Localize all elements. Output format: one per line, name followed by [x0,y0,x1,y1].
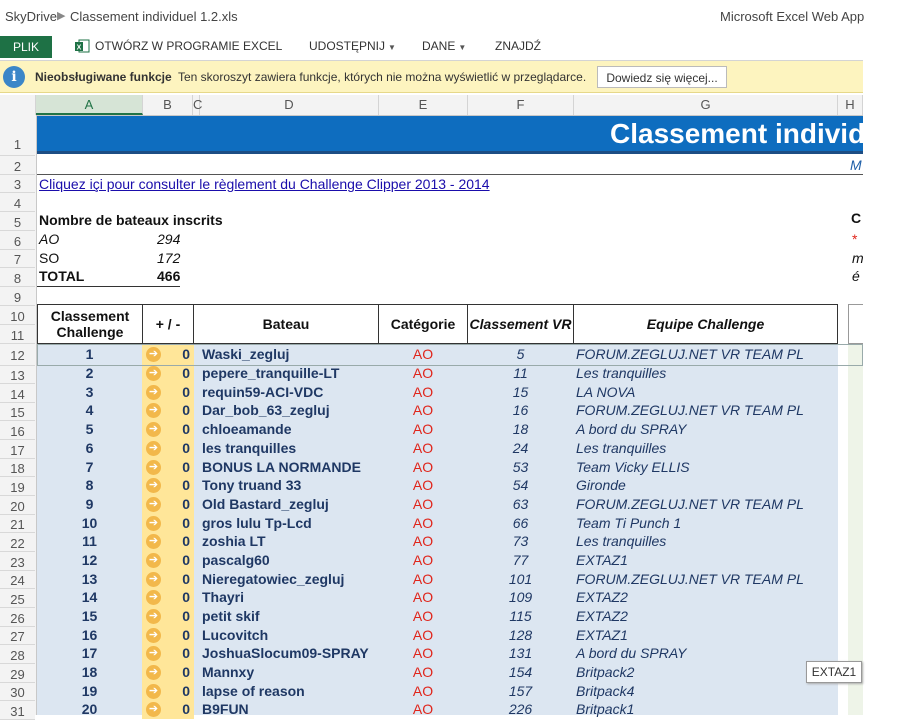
cut-off-text: é [852,268,860,284]
boat-cell: B9FUN [202,701,249,717]
header-category: Catégorie [378,304,468,344]
stat-total-label: TOTAL [39,268,85,284]
category-cell: AO [412,683,434,699]
select-all-corner[interactable] [0,95,36,115]
table-row[interactable] [37,476,838,495]
table-row[interactable] [37,514,838,533]
table-row[interactable] [37,644,838,663]
boat-cell: Tony truand 33 [202,477,302,493]
rank-cell: 8 [85,477,94,493]
change-cell [142,476,194,495]
stat-so-value: 172 [157,250,181,266]
row-header[interactable]: 27 [0,627,35,645]
vr-rank-cell: 16 [512,402,529,418]
boat-cell: Lucovitch [202,627,269,643]
team-cell: LA NOVA [576,384,636,400]
arrow-right-icon: ➔ [146,572,161,587]
header-team: Equipe Challenge [573,304,838,344]
data-menu-label: DANE [422,39,456,53]
rank-cell: 7 [85,459,94,475]
rank-cell: 10 [81,515,98,531]
change-cell [142,663,194,682]
change-cell [142,514,194,533]
vr-rank-cell: 101 [508,571,533,587]
boat-cell: pepere_tranquille-LT [202,365,340,381]
column-header-g[interactable]: G [574,95,838,115]
boat-cell: les tranquilles [202,440,297,456]
boat-cell: Mannxy [202,664,255,680]
boat-cell: Old Bastard_zegluj [202,496,329,512]
total-underline [37,286,180,287]
vr-rank-cell: 77 [512,552,529,568]
change-cell [142,626,194,645]
vr-rank-cell: 54 [512,477,529,493]
vr-rank-cell: 5 [516,346,525,362]
data-menu[interactable] [422,39,466,53]
share-menu[interactable] [309,39,396,53]
rank-cell: 11 [82,533,97,549]
row-header[interactable]: 23 [0,552,35,571]
change-cell [142,495,194,514]
vr-rank-cell: 109 [508,589,533,605]
arrow-right-icon: ➔ [146,347,161,362]
change-cell [142,345,194,364]
team-cell: FORUM.ZEGLUJ.NET VR TEAM PL [576,402,804,418]
team-cell: Team Ti Punch 1 [576,515,682,531]
table-row[interactable] [37,439,838,458]
table-row[interactable] [37,570,838,589]
change-cell [142,364,194,383]
team-cell: A bord du SPRAY [576,645,687,661]
row-header[interactable]: 13 [0,366,35,384]
cut-off-text: M [850,157,862,173]
arrow-right-icon: ➔ [146,460,161,475]
rank-cell: 19 [81,683,98,699]
row-header[interactable]: 26 [0,608,35,627]
change-cell [142,588,194,607]
row-header[interactable]: 1 [0,115,35,156]
change-value: 0 [182,552,190,568]
rank-cell: 15 [81,608,98,624]
row-header[interactable]: 28 [0,645,35,664]
column-header-d[interactable]: D [200,95,379,115]
change-value: 0 [182,477,190,493]
rank-cell: 5 [85,421,94,437]
table-row[interactable] [37,401,838,420]
change-cell [142,439,194,458]
boat-cell: petit skif [202,608,260,624]
change-value: 0 [182,346,190,362]
rank-cell: 3 [85,384,94,400]
chevron-down-icon: ▼ [458,43,467,52]
header-change: + / - [142,304,194,344]
row-header[interactable]: 30 [0,683,35,701]
arrow-right-icon: ➔ [146,534,161,549]
table-row[interactable] [37,495,838,514]
boat-cell: Nieregatowiec_zegluj [202,571,345,587]
row-header[interactable]: 16 [0,421,35,440]
arrow-right-icon: ➔ [146,702,161,717]
vr-rank-cell: 128 [508,627,533,643]
category-cell: AO [412,589,434,605]
row-header[interactable]: 17 [0,440,35,459]
change-cell [142,644,194,663]
arrow-right-icon: ➔ [146,590,161,605]
column-header-b[interactable]: B [143,95,193,115]
team-cell: FORUM.ZEGLUJ.NET VR TEAM PL [576,571,804,587]
header-rank: Classement Challenge [37,304,143,344]
row-header[interactable]: 25 [0,589,35,608]
change-cell [142,607,194,626]
row-header[interactable]: 9 [0,287,35,306]
row-header[interactable]: 5 [0,212,35,231]
boat-cell: Waski_zegluj [202,346,290,362]
rank-cell: 17 [81,645,98,661]
vr-rank-cell: 15 [512,384,529,400]
vr-rank-cell: 53 [512,459,529,475]
row-header[interactable]: 4 [0,193,35,212]
row-header[interactable]: 21 [0,515,35,533]
team-cell: Les tranquilles [576,440,667,456]
change-value: 0 [182,571,190,587]
rank-cell: 4 [85,402,94,418]
file-tab-button[interactable]: PLIK [0,36,52,58]
cut-off-column [848,345,863,715]
arrow-right-icon: ➔ [146,422,161,437]
table-row[interactable] [37,700,838,719]
column-header-a[interactable]: A [36,95,143,115]
category-cell: AO [412,459,434,475]
app-title: Microsoft Excel Web App [720,9,865,24]
cell-tooltip: EXTAZ1 [806,661,862,683]
category-cell: AO [412,608,434,624]
table-row[interactable] [37,663,838,682]
change-cell [142,551,194,570]
change-value: 0 [182,440,190,456]
category-cell: AO [412,533,434,549]
boat-cell: pascalg60 [202,552,270,568]
row-header[interactable]: 2 [0,156,35,175]
category-cell: AO [412,440,434,456]
arrow-right-icon: ➔ [146,646,161,661]
stat-so-label: SO [39,250,60,266]
category-cell: AO [412,477,434,493]
change-value: 0 [182,365,190,381]
app-name-link[interactable]: SkyDrive [5,9,58,24]
category-cell: AO [412,365,434,381]
change-value: 0 [182,701,190,717]
vr-rank-cell: 73 [512,533,529,549]
table-row[interactable] [37,551,838,570]
cut-off-text: m [852,250,864,266]
row-header[interactable]: 7 [0,250,35,268]
change-value: 0 [182,627,190,643]
boat-cell: gros lulu Tp-Lcd [202,515,312,531]
vr-rank-cell: 131 [508,645,533,661]
table-row[interactable] [37,588,838,607]
category-cell: AO [412,552,434,568]
find-button[interactable]: ZNAJDŹ [495,39,541,53]
row-header[interactable]: 14 [0,384,35,403]
rank-cell: 6 [85,440,94,456]
row-header[interactable]: 12 [0,344,35,366]
arrow-right-icon: ➔ [146,497,161,512]
excel-icon [74,38,90,54]
column-header-c[interactable]: C [193,95,200,115]
cut-off-text: C [851,210,862,226]
category-cell: AO [412,384,434,400]
rank-cell: 12 [81,552,98,568]
column-header-e[interactable]: E [379,95,468,115]
breadcrumb-separator-icon: ▶ [57,10,66,22]
change-value: 0 [182,402,190,418]
infobar-title: Nieobsługiwane funkcje [35,70,172,84]
change-value: 0 [182,645,190,661]
change-value: 0 [182,683,190,699]
category-cell: AO [412,496,434,512]
arrow-right-icon: ➔ [146,441,161,456]
table-row[interactable] [37,458,838,477]
change-cell [142,570,194,589]
team-cell: Team Vicky ELLIS [576,459,690,475]
category-cell: AO [412,645,434,661]
infobar-message: Ten skoroszyt zawiera funkcje, których nie można wyświetlić w przeglądarce. [178,70,587,84]
boat-cell: lapse of reason [202,683,305,699]
team-cell: FORUM.ZEGLUJ.NET VR TEAM PL [576,346,804,362]
header-vr: Classement VR [467,304,574,344]
column-header-f[interactable]: F [468,95,574,115]
table-row[interactable] [37,420,838,439]
change-cell [142,401,194,420]
category-cell: AO [412,571,434,587]
change-cell [142,532,194,551]
team-cell: A bord du SPRAY [576,421,687,437]
row-header[interactable]: 15 [0,403,35,421]
stat-ao-value: 294 [157,231,181,247]
boat-cell: JoshuaSlocum09-SPRAY [202,645,369,661]
info-icon: i [3,66,25,88]
row-header[interactable]: 6 [0,231,35,250]
change-value: 0 [182,533,190,549]
rank-cell: 16 [81,627,98,643]
change-cell [142,458,194,477]
vr-rank-cell: 226 [508,701,533,717]
boat-cell: Thayri [202,589,245,605]
vr-rank-cell: 63 [512,496,529,512]
cut-off-text: * [852,231,858,247]
boat-cell: chloeamande [202,421,292,437]
boat-cell: requin59-ACI-VDC [202,384,324,400]
file-name: Classement individuel 1.2.xls [70,9,238,24]
change-value: 0 [182,384,190,400]
team-cell: Britpack4 [576,683,635,699]
rank-cell: 14 [81,589,98,605]
boat-cell: zoshia LT [202,533,266,549]
change-cell [142,383,194,402]
rank-cell: 18 [81,664,98,680]
category-cell: AO [412,402,434,418]
change-value: 0 [182,459,190,475]
team-cell: EXTAZ2 [576,589,628,605]
change-cell [142,700,194,719]
team-cell: EXTAZ1 [576,552,628,568]
row-header[interactable]: 19 [0,477,35,496]
arrow-right-icon: ➔ [146,478,161,493]
arrow-right-icon: ➔ [146,665,161,680]
vr-rank-cell: 11 [513,365,528,381]
vr-rank-cell: 24 [512,440,529,456]
table-row[interactable] [37,383,838,402]
row-header[interactable]: 10 [0,306,35,325]
cut-off-cell [848,304,863,344]
team-cell: Britpack1 [576,701,635,717]
change-cell [142,420,194,439]
stat-ao-label: AO [39,231,60,247]
vr-rank-cell: 154 [508,664,533,680]
vr-rank-cell: 115 [509,608,532,624]
rank-cell: 1 [85,346,94,362]
vr-rank-cell: 157 [508,683,533,699]
change-value: 0 [182,589,190,605]
change-value: 0 [182,496,190,512]
table-row[interactable] [37,364,838,383]
vr-rank-cell: 66 [512,515,529,531]
rules-link[interactable]: Cliquez içi pour consulter le règlement du Challenge Clipper 2013 - 2014 [39,176,490,192]
chevron-down-icon: ▼ [388,43,396,52]
row-header[interactable]: 20 [0,496,35,515]
rank-cell: 13 [81,571,98,587]
row-header[interactable]: 24 [0,571,35,589]
column-header-h[interactable]: H [838,95,863,115]
arrow-right-icon: ➔ [146,553,161,568]
row-header[interactable]: 29 [0,664,35,683]
team-cell: Les tranquilles [576,365,667,381]
team-cell: Britpack2 [576,664,635,680]
table-row[interactable] [37,532,838,551]
rank-cell: 9 [85,496,94,512]
team-cell: Gironde [576,477,626,493]
category-cell: AO [412,701,434,717]
change-value: 0 [182,664,190,680]
svg-text:X: X [76,44,82,52]
change-value: 0 [182,515,190,531]
team-cell: Les tranquilles [576,533,667,549]
arrow-right-icon: ➔ [146,684,161,699]
arrow-right-icon: ➔ [146,609,161,624]
arrow-right-icon: ➔ [146,516,161,531]
team-cell: FORUM.ZEGLUJ.NET VR TEAM PL [576,496,804,512]
team-cell: EXTAZ1 [576,627,628,643]
rank-cell: 20 [81,701,98,717]
table-row[interactable] [37,607,838,626]
change-value: 0 [182,421,190,437]
separator [37,174,863,175]
change-cell [142,682,194,701]
open-in-excel-button[interactable]: OTWÓRZ W PROGRAMIE EXCEL [95,39,283,53]
stat-total-value: 466 [157,268,181,284]
row-header[interactable]: 8 [0,268,35,287]
vr-rank-cell: 18 [512,421,529,437]
table-row[interactable] [37,682,838,701]
row-header[interactable]: 18 [0,459,35,477]
boat-cell: Dar_bob_63_zegluj [202,402,330,418]
arrow-right-icon: ➔ [146,628,161,643]
stats-heading: Nombre de bateaux inscrits [39,212,223,228]
row-header[interactable]: 31 [0,701,35,720]
arrow-right-icon: ➔ [146,366,161,381]
table-row[interactable] [37,345,838,364]
category-cell: AO [412,664,434,680]
arrow-right-icon: ➔ [146,403,161,418]
row-header[interactable]: 3 [0,175,35,193]
change-value: 0 [182,608,190,624]
row-header[interactable]: 11 [0,325,35,344]
arrow-right-icon: ➔ [146,385,161,400]
category-cell: AO [412,346,434,362]
header-boat: Bateau [193,304,379,344]
sheet-title: Classement individuel [610,118,906,149]
learn-more-button[interactable]: Dowiedz się więcej... [597,66,727,88]
boat-cell: BONUS LA NORMANDE [202,459,361,475]
category-cell: AO [412,515,434,531]
category-cell: AO [412,627,434,643]
row-header[interactable]: 22 [0,533,35,552]
share-menu-label: UDOSTĘPNIJ [309,39,386,53]
table-row[interactable] [37,626,838,645]
team-cell: EXTAZ2 [576,608,628,624]
rank-cell: 2 [85,365,94,381]
category-cell: AO [412,421,434,437]
